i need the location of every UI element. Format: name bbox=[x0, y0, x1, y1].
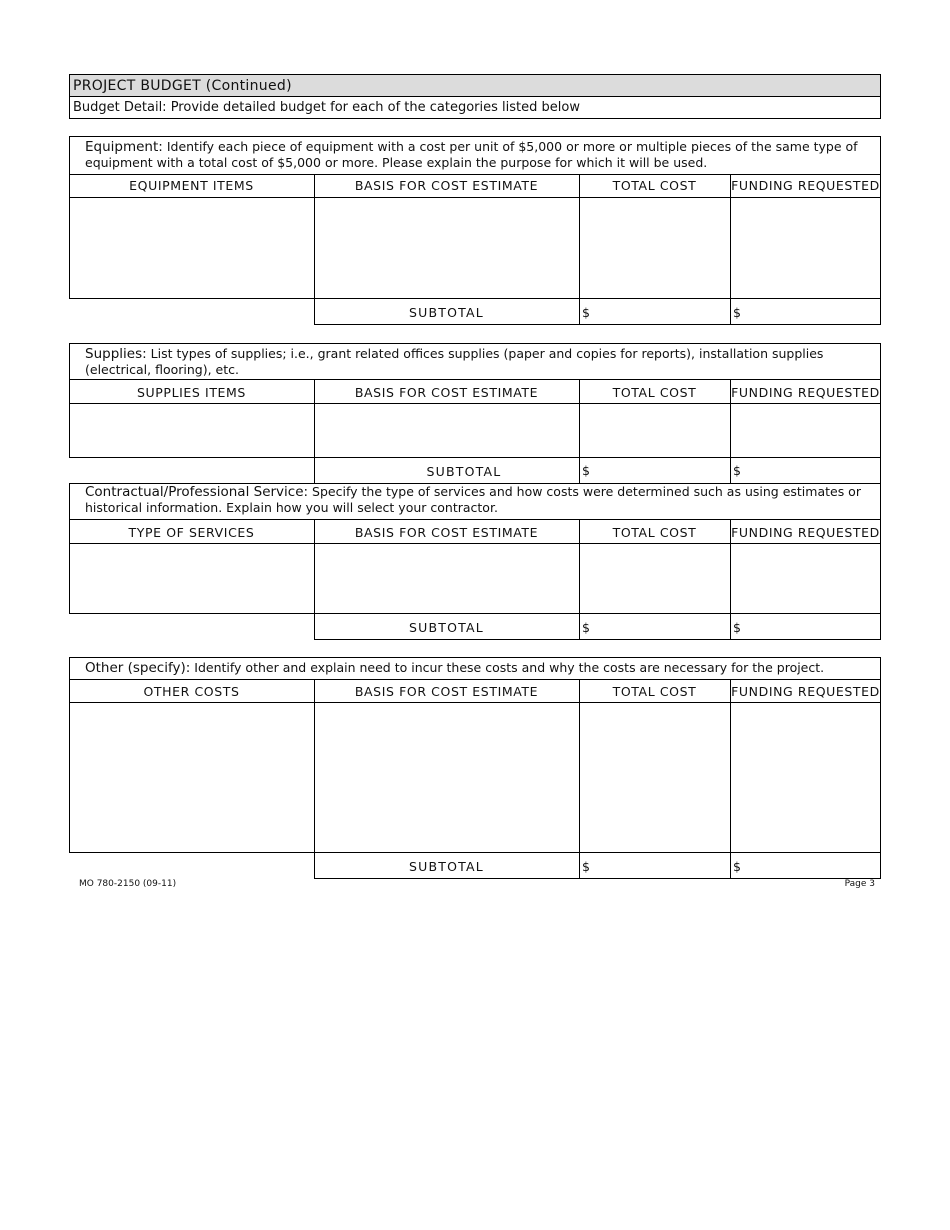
equipment-subtotal-funding[interactable]: $ bbox=[733, 305, 741, 320]
contractual-line1: Specify the type of services and how costs were determined such as using estimates or bbox=[308, 484, 861, 499]
page-number: Page 3 bbox=[844, 879, 875, 889]
project-budget-header bbox=[69, 74, 881, 97]
contractual-total-header: TOTAL COST bbox=[612, 525, 697, 540]
other-total-header: TOTAL COST bbox=[612, 684, 697, 699]
supplies-subtotal-funding[interactable]: $ bbox=[733, 463, 741, 478]
contractual-subtotal-label: SUBTOTAL bbox=[409, 620, 484, 635]
other-basis-header: BASIS FOR COST ESTIMATE bbox=[354, 684, 539, 699]
equipment-total-cell[interactable] bbox=[580, 198, 730, 298]
supplies-subtotal-label: SUBTOTAL bbox=[426, 464, 502, 479]
contractual-lead: Contractual/Professional Service: bbox=[85, 484, 309, 500]
supplies-total-cell[interactable] bbox=[580, 404, 730, 457]
equipment-funding-cell[interactable] bbox=[731, 198, 880, 298]
contractual-subtotal-total[interactable]: $ bbox=[582, 620, 590, 635]
other-subtotal-funding[interactable]: $ bbox=[733, 859, 741, 874]
form-number: MO 780-2150 (09-11) bbox=[79, 879, 177, 889]
other-lead: Other (specify): bbox=[85, 660, 191, 676]
equipment-items-cell[interactable] bbox=[70, 198, 314, 298]
contractual-total-cell[interactable] bbox=[580, 544, 730, 613]
contractual-subtotal-funding[interactable]: $ bbox=[733, 620, 741, 635]
equipment-items-header: EQUIPMENT ITEMS bbox=[129, 178, 254, 193]
budget-detail-instruction: Budget Detail: Provide detailed budget for each of the categories listed below bbox=[73, 100, 580, 115]
equipment-basis-cell[interactable] bbox=[315, 198, 579, 298]
other-line1: Identify other and explain need to incur these costs and why the costs are necessary for the project. bbox=[190, 660, 825, 675]
supplies-basis-header: BASIS FOR COST ESTIMATE bbox=[354, 385, 539, 400]
other-costs-header: OTHER COSTS bbox=[143, 684, 240, 699]
other-funding-cell[interactable] bbox=[731, 703, 880, 852]
contractual-line2: historical information. Explain how you will select your contractor. bbox=[85, 500, 498, 515]
contractual-funding-header: FUNDING REQUESTED bbox=[731, 525, 880, 540]
other-total-cell[interactable] bbox=[580, 703, 730, 852]
contractual-basis-cell[interactable] bbox=[315, 544, 579, 613]
contractual-services-header: TYPE OF SERVICES bbox=[128, 525, 255, 540]
supplies-items-cell[interactable] bbox=[70, 404, 314, 457]
supplies-lead: Supplies: bbox=[85, 346, 147, 362]
other-subtotal-total[interactable]: $ bbox=[582, 859, 590, 874]
supplies-line1: List types of supplies; i.e., grant related offices supplies (paper and copies for reports), installation supplies bbox=[146, 346, 824, 361]
page-title: PROJECT BUDGET (Continued) bbox=[73, 78, 292, 94]
supplies-basis-cell[interactable] bbox=[315, 404, 579, 457]
other-funding-header: FUNDING REQUESTED bbox=[731, 684, 880, 699]
equipment-total-header: TOTAL COST bbox=[612, 178, 697, 193]
contractual-description bbox=[85, 484, 861, 516]
supplies-funding-cell[interactable] bbox=[731, 404, 880, 457]
contractual-funding-cell[interactable] bbox=[731, 544, 880, 613]
equipment-lead: Equipment: bbox=[85, 139, 163, 155]
other-subtotal-label: SUBTOTAL bbox=[409, 859, 484, 874]
supplies-description bbox=[85, 346, 823, 378]
contractual-basis-header: BASIS FOR COST ESTIMATE bbox=[354, 525, 539, 540]
contractual-services-cell[interactable] bbox=[70, 544, 314, 613]
equipment-basis-header: BASIS FOR COST ESTIMATE bbox=[354, 178, 539, 193]
equipment-line1: Identify each piece of equipment with a cost per unit of $5,000 or more or multiple pieces of the same type of bbox=[162, 139, 858, 154]
equipment-subtotal-label: SUBTOTAL bbox=[409, 305, 484, 320]
supplies-line2: (electrical, flooring), etc. bbox=[85, 362, 239, 377]
equipment-description bbox=[85, 139, 858, 171]
other-basis-cell[interactable] bbox=[315, 703, 579, 852]
supplies-funding-header: FUNDING REQUESTED bbox=[731, 385, 880, 400]
supplies-items-header: SUPPLIES ITEMS bbox=[137, 385, 246, 400]
budget-detail-box bbox=[69, 96, 881, 119]
supplies-subtotal-total[interactable]: $ bbox=[582, 463, 590, 478]
supplies-total-header: TOTAL COST bbox=[612, 385, 697, 400]
other-description bbox=[85, 660, 824, 676]
equipment-subtotal-total[interactable]: $ bbox=[582, 305, 590, 320]
equipment-funding-header: FUNDING REQUESTED bbox=[731, 178, 880, 193]
equipment-line2: equipment with a total cost of $5,000 or more. Please explain the purpose for which it will be used. bbox=[85, 155, 708, 170]
other-costs-cell[interactable] bbox=[70, 703, 314, 852]
